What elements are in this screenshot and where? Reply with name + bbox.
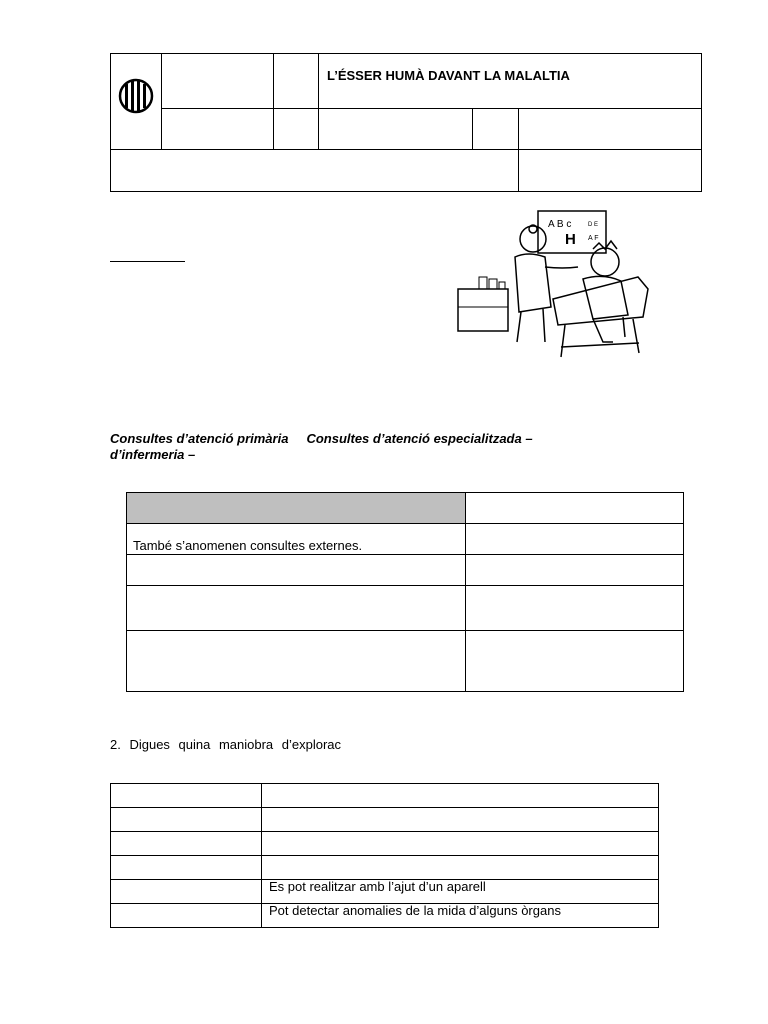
table-cell xyxy=(466,631,684,692)
table-cell xyxy=(127,555,466,586)
table-cell xyxy=(466,586,684,631)
heading-primary-care: Consultes d’atenció primària xyxy=(110,431,289,446)
table-cell xyxy=(127,631,466,692)
header-cell-empty xyxy=(274,54,319,109)
catalan-government-emblem-icon xyxy=(111,54,161,138)
table-cell xyxy=(111,880,262,904)
table-cell xyxy=(111,808,262,832)
consultations-table xyxy=(126,492,684,692)
table-cell-text: Es pot realitzar amb l’ajut d’un aparell xyxy=(269,879,486,894)
doctor-examining-patient-illustration xyxy=(453,207,656,365)
table-cell xyxy=(262,784,659,808)
svg-text:A F: A F xyxy=(588,235,599,242)
table-cell-text: Pot detectar anomalies de la mida d’alguns òrgans xyxy=(269,903,561,918)
header-cell-empty xyxy=(519,150,702,192)
table-cell xyxy=(466,555,684,586)
header-cell-empty xyxy=(473,109,519,150)
svg-text:D E: D E xyxy=(588,222,599,228)
table-header-cell xyxy=(127,493,466,524)
question-2: 2. Digues quina maniobra d’explorac xyxy=(110,737,342,752)
table-cell xyxy=(262,808,659,832)
table-cell xyxy=(262,904,659,928)
header-cell-empty xyxy=(162,54,274,109)
header-cell-empty xyxy=(274,109,319,150)
table-cell xyxy=(111,784,262,808)
table-cell xyxy=(111,856,262,880)
header-cell-empty xyxy=(519,109,702,150)
consultations-heading xyxy=(110,431,590,463)
heading-specialized-care: Consultes d’atenció especialitzada – xyxy=(306,431,533,446)
table-cell xyxy=(466,493,684,524)
table-cell xyxy=(127,586,466,631)
logo-cell xyxy=(111,54,162,150)
heading-nursing-care: d’infermeria – xyxy=(110,447,196,462)
table-cell xyxy=(111,904,262,928)
table-cell xyxy=(466,524,684,555)
table-cell xyxy=(111,832,262,856)
table-cell xyxy=(262,832,659,856)
header-table xyxy=(110,53,702,192)
document-title: L’ÉSSER HUMÀ DAVANT LA MALALTIA xyxy=(319,54,702,109)
svg-text:H: H xyxy=(565,231,576,248)
fill-in-blank-line xyxy=(110,261,185,262)
exploration-maneuver-table xyxy=(110,783,659,928)
table-cell xyxy=(262,856,659,880)
table-cell-text: També s’anomenen consultes externes. xyxy=(133,538,363,553)
header-cell-empty xyxy=(319,109,473,150)
header-cell-empty xyxy=(111,150,519,192)
table-cell xyxy=(127,524,466,555)
table-cell xyxy=(262,880,659,904)
header-cell-empty xyxy=(162,109,274,150)
svg-text:A B c: A B c xyxy=(548,219,572,230)
